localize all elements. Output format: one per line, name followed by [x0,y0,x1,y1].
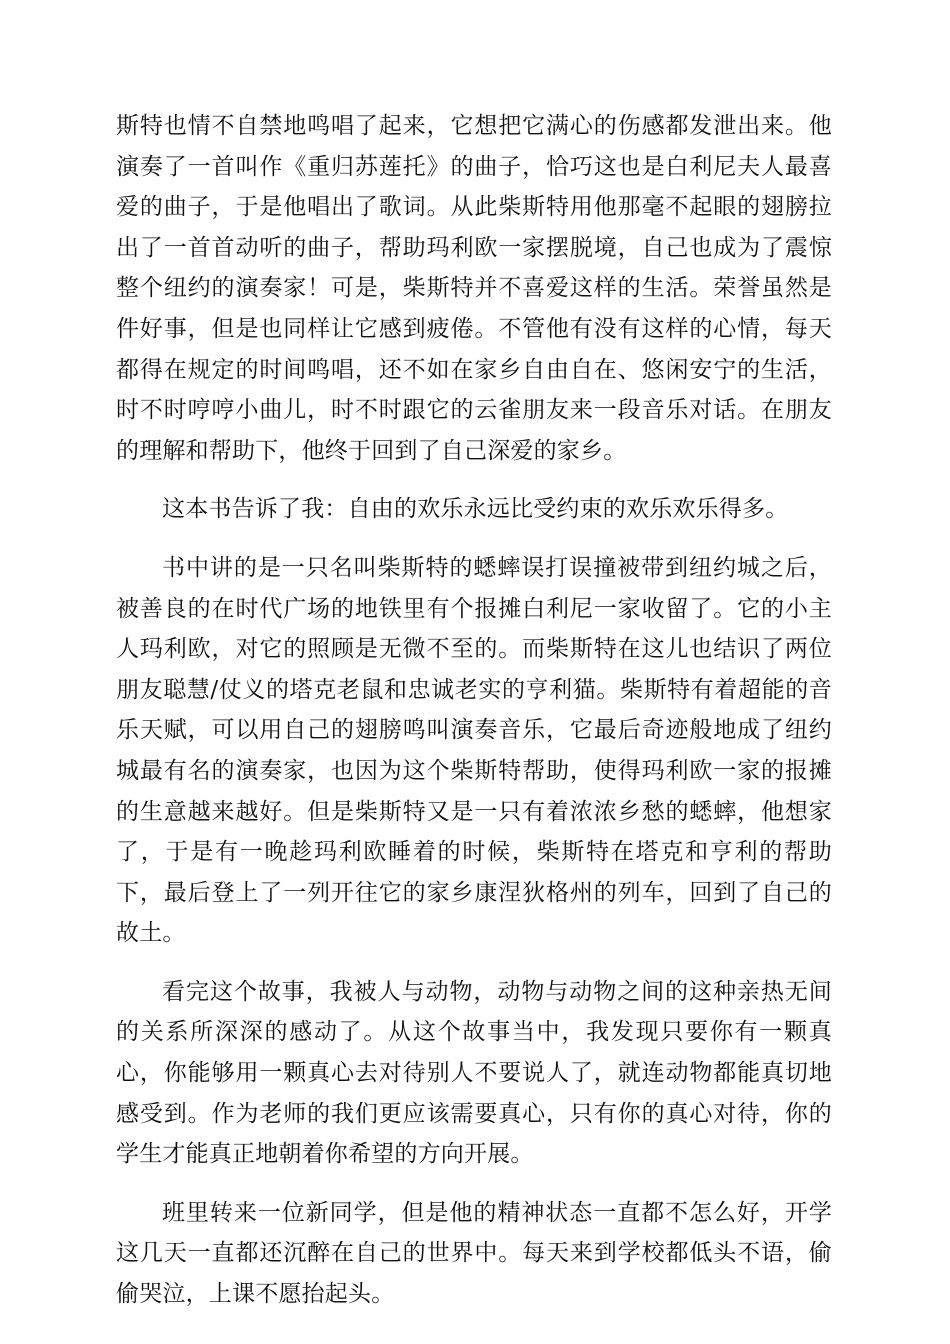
paragraph-1: 斯特也情不自禁地鸣唱了起来，它想把它满心的伤感都发泄出来。他演奏了一首叫作《重归苏莲托》的曲子，恰巧这也是白利尼夫人最喜爱的曲子，于是他唱出了歌词。从此柴斯特用他那毫不起眼的翅膀拉出了一首首动听的曲子，帮助玛利欧一家摆脱境，自己也成为了震惊整个纽约的演奏家！可是，柴斯特并不喜爱这样的生活。荣誉虽然是件好事，但是也同样让它感到疲倦。不管他有没有这样的心情，每天都得在规定的时间鸣唱，还不如在家乡自由自在、悠闲安宁的生活，时不时哼哼小曲儿，时不时跟它的云雀朋友来一段音乐对话。在朋友的理解和帮助下，他终于回到了自己深爱的家乡。 [116,113,832,464]
document-body [116,106,832,1333]
paragraph-2: 这本书告诉了我：自由的欢乐永远比受约束的欢乐欢乐得多。 [162,496,789,523]
paragraph-3: 书中讲的是一只名叫柴斯特的蟋蟀误打误撞被带到纽约城之后，被善良的在时代广场的地铁里有个报摊白利尼一家收留了。它的小主人玛利欧，对它的照顾是无微不至的。而柴斯特在这儿也结识了两位朋友聪慧/仗义的塔克老鼠和忠诚老实的亨利猫。柴斯特有着超能的音乐天赋，可以用自己的翅膀鸣叫演奏音乐，它最后奇迹般地成了纽约城最有名的演奏家，也因为这个柴斯特帮助，使得玛利欧一家的报摊的生意越来越好。但是柴斯特又是一只有着浓浓乡愁的蟋蟀，他想家了，于是有一晚趁玛利欧睡着的时候，柴斯特在塔克和亨利的帮助下，最后登上了一列开往它的家乡康涅狄格州的列车，回到了自己的故土。 [116,554,832,947]
paragraph-4: 看完这个故事，我被人与动物，动物与动物之间的这种亲热无间的关系所深深的感动了。从这个故事当中，我发现只要你有一颗真心，你能够用一颗真心去对待别人不要说人了，就连动物都能真切地感受到。作为老师的我们更应该需要真心，只有你的真心对待，你的学生才能真正地朝着你希望的方向开展。 [116,978,832,1168]
paragraph-5: 班里转来一位新同学，但是他的精神状态一直都不怎么好，开学这几天一直都还沉醉在自己的世界中。每天来到学校都低头不语，偷偷哭泣，上课不愿抬起头。 [116,1199,832,1308]
